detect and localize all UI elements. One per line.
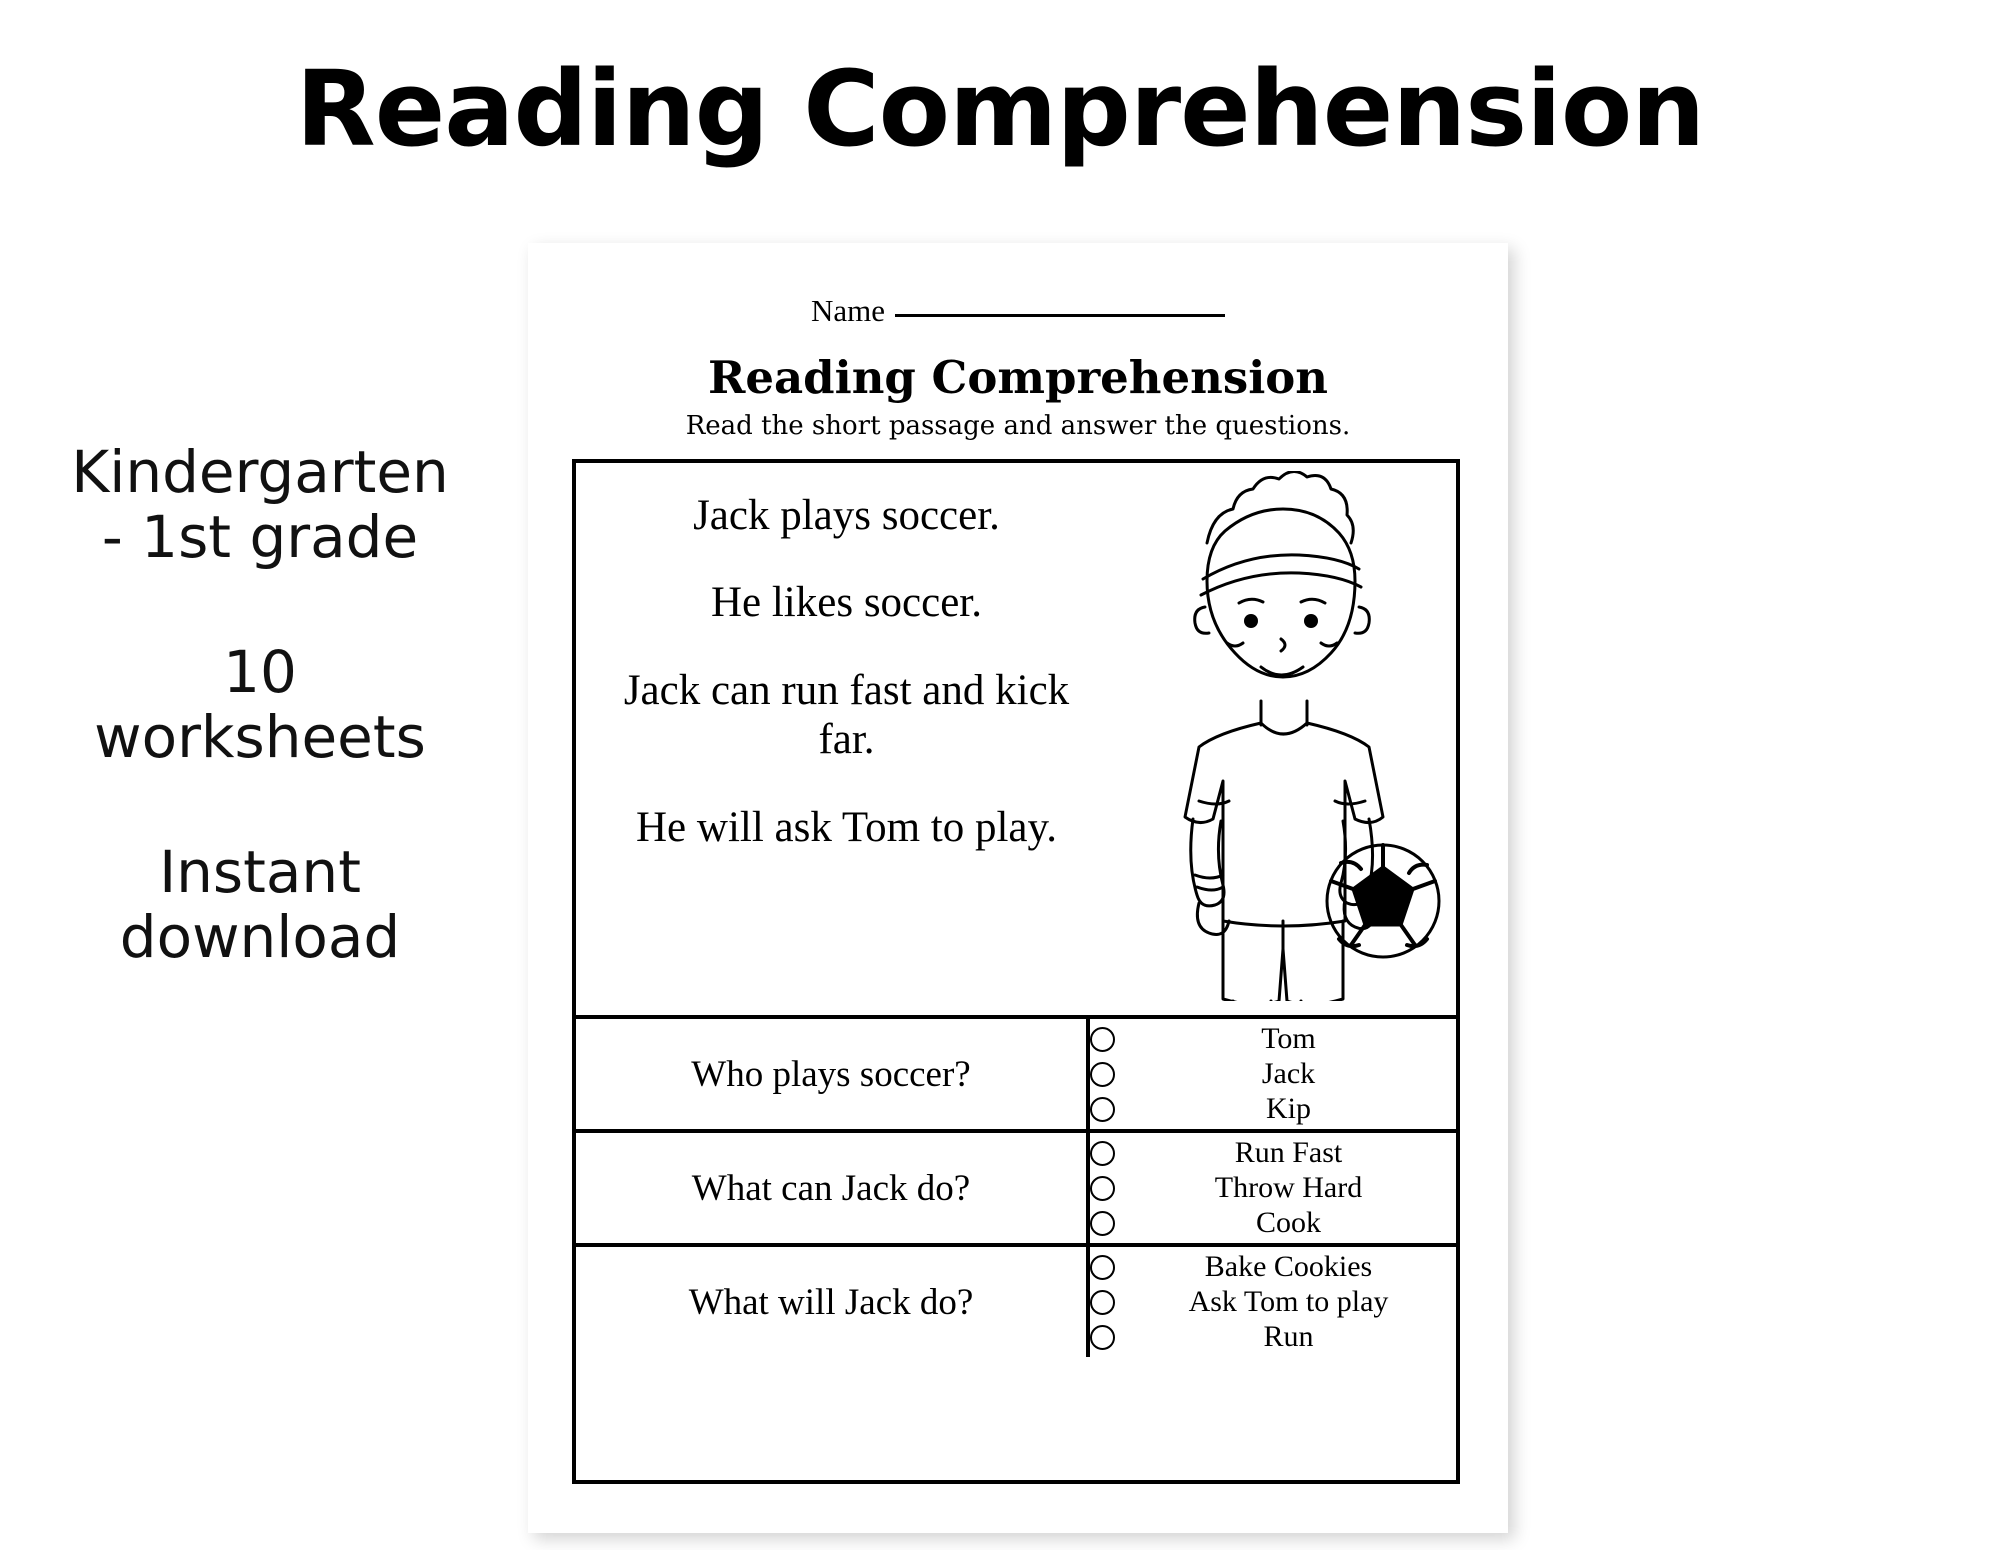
option-row[interactable]	[1090, 1024, 1456, 1054]
radio-circle-icon[interactable]	[1090, 1141, 1115, 1166]
table-row	[576, 1131, 1456, 1245]
page-title: Reading Comprehension	[295, 48, 1705, 170]
radio-circle-icon[interactable]	[1090, 1211, 1115, 1236]
passage-line: Jack can run fast and kick far.	[623, 666, 1070, 764]
boy-with-soccer-ball-icon	[1115, 471, 1445, 1001]
option-row[interactable]	[1090, 1173, 1456, 1203]
option-label: Run Fast	[1234, 1136, 1343, 1169]
question-text: What can Jack do?	[576, 1131, 1088, 1245]
promo-block-delivery	[10, 837, 510, 971]
passage-line: He will ask Tom to play.	[636, 803, 1057, 851]
option-label: Tom	[1261, 1022, 1316, 1055]
name-write-line	[895, 314, 1225, 317]
soccer-boy-illustration	[1111, 463, 1456, 1015]
radio-circle-icon[interactable]	[1090, 1176, 1115, 1201]
option-label: Bake Cookies	[1204, 1250, 1373, 1283]
radio-circle-icon[interactable]	[1090, 1027, 1115, 1052]
passage-line: Jack plays soccer.	[693, 492, 1000, 539]
promo-line: - 1st grade	[101, 502, 419, 571]
promo-line: worksheets	[94, 702, 426, 771]
option-row[interactable]	[1090, 1208, 1456, 1238]
question-text: What will Jack do?	[576, 1245, 1088, 1357]
option-label: Cook	[1255, 1206, 1321, 1239]
table-row	[576, 1245, 1456, 1357]
radio-circle-icon[interactable]	[1090, 1325, 1115, 1350]
passage-text	[576, 463, 1111, 1015]
worksheet-page	[528, 243, 1508, 1533]
answer-options	[1088, 1245, 1456, 1357]
worksheet-title: Reading Comprehension	[707, 351, 1329, 404]
promo-line: download	[119, 902, 401, 971]
option-row[interactable]	[1090, 1138, 1456, 1168]
answer-options	[1088, 1131, 1456, 1245]
radio-circle-icon[interactable]	[1090, 1097, 1115, 1122]
passage-area	[576, 463, 1456, 1015]
option-label: Kip	[1266, 1092, 1311, 1125]
radio-circle-icon[interactable]	[1090, 1062, 1115, 1087]
option-row[interactable]	[1090, 1094, 1456, 1124]
worksheet-frame	[572, 459, 1460, 1484]
promo-line: Instant	[159, 837, 361, 906]
question-text: Who plays soccer?	[576, 1017, 1088, 1131]
promo-block-grade	[10, 440, 510, 570]
option-row[interactable]	[1090, 1252, 1456, 1282]
table-row	[576, 1017, 1456, 1131]
promo-block-count	[10, 637, 510, 771]
option-label: Jack	[1261, 1057, 1316, 1090]
option-row[interactable]	[1090, 1322, 1456, 1352]
option-row[interactable]	[1090, 1059, 1456, 1089]
name-label: Name	[810, 293, 886, 328]
radio-circle-icon[interactable]	[1090, 1255, 1115, 1280]
passage-line: He likes soccer.	[710, 579, 983, 627]
worksheet-instructions: Read the short passage and answer the questions.	[685, 411, 1351, 441]
name-row	[528, 293, 1508, 329]
option-row[interactable]	[1090, 1287, 1456, 1317]
option-label: Ask Tom to play	[1188, 1285, 1389, 1318]
promo-line: 10	[223, 637, 297, 706]
option-label: Run	[1263, 1320, 1314, 1353]
answer-options	[1088, 1017, 1456, 1131]
radio-circle-icon[interactable]	[1090, 1290, 1115, 1315]
option-label: Throw Hard	[1214, 1171, 1363, 1204]
questions-table	[576, 1015, 1456, 1357]
promo-line: Kindergarten	[71, 438, 449, 506]
promo-column	[10, 440, 510, 970]
